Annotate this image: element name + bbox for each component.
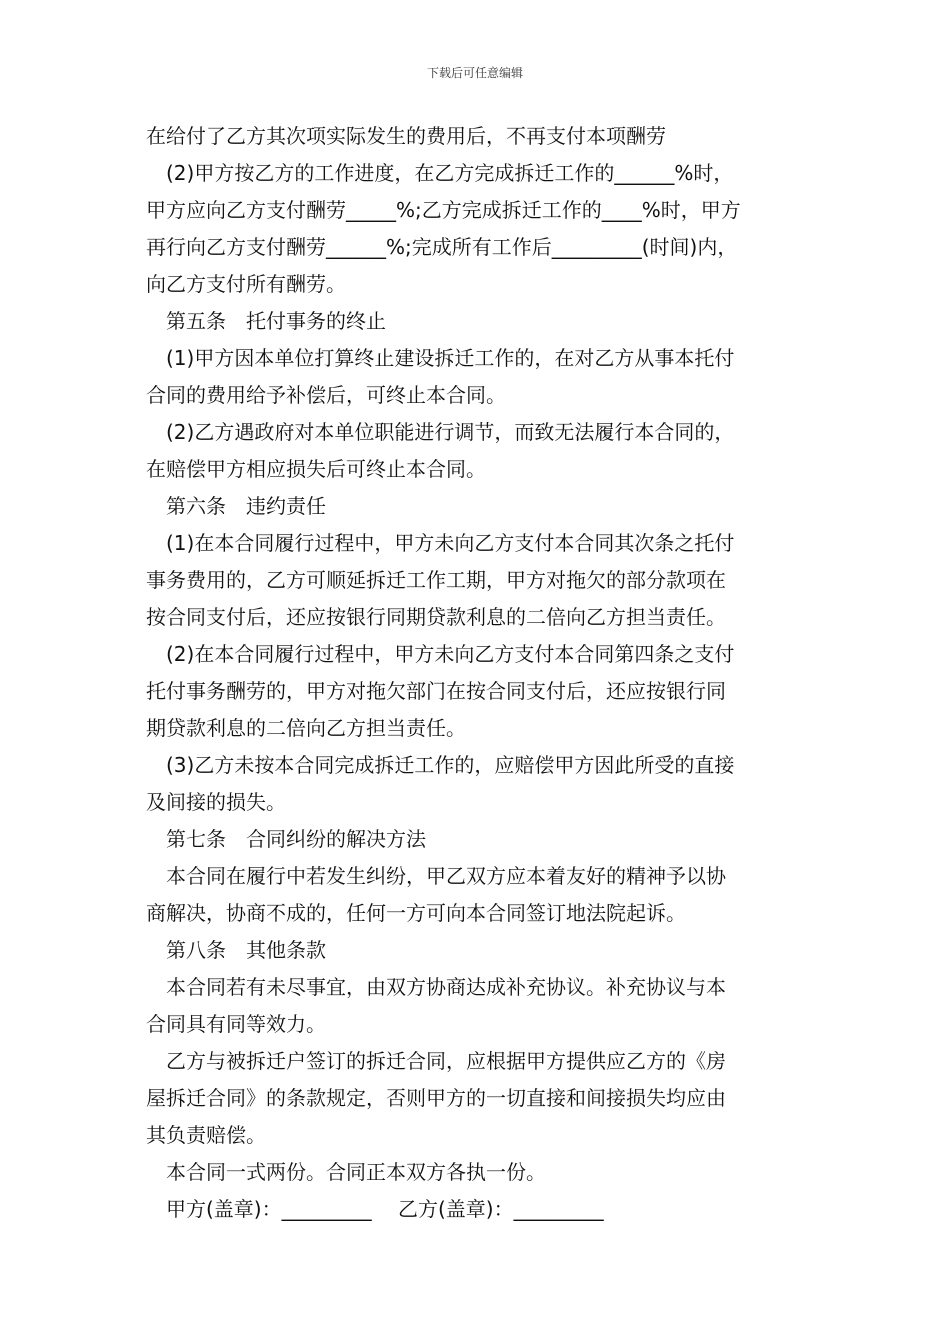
text-line: (2)在本合同履行过程中，甲方未向乙方支付本合同第四条之支付 (166, 642, 735, 666)
text-line: 按合同支付后，还应按银行同期贷款利息的二倍向乙方担当责任。 (146, 605, 726, 629)
text-line: 商解决，协商不成的，任何一方可向本合同签订地法院起诉。 (146, 901, 686, 925)
text-line: 期贷款利息的二倍向乙方担当责任。 (146, 716, 466, 740)
text-line: 屋拆迁合同》的条款规定，否则甲方的一切直接和间接损失均应由 (146, 1086, 726, 1110)
page-header: 下载后可任意编辑 (426, 66, 523, 80)
text-line: 甲方应向乙方支付酬劳_____%;乙方完成拆迁工作的____%时，甲方 (146, 198, 741, 222)
text-line: 本合同一式两份。合同正本双方各执一份。 (166, 1160, 546, 1184)
text-line: 其负责赔偿。 (146, 1123, 266, 1147)
text-line: 本合同若有未尽事宜，由双方协商达成补充协议。补充协议与本 (166, 975, 726, 999)
text-line: 本合同在履行中若发生纠纷，甲乙双方应本着友好的精神予以协 (166, 864, 726, 888)
text-line: 在赔偿甲方相应损失后可终止本合同。 (146, 457, 486, 481)
text-line: (1)在本合同履行过程中，甲方未向乙方支付本合同其次条之托付 (166, 531, 735, 555)
text-line: (2)乙方遇政府对本单位职能进行调节，而致无法履行本合同的， (166, 420, 735, 444)
text-line: 第六条 违约责任 (166, 494, 326, 518)
text-line: 第五条 托付事务的终止 (166, 309, 386, 333)
text-line: 乙方与被拆迁户签订的拆迁合同，应根据甲方提供应乙方的《房 (166, 1049, 726, 1073)
text-line: 甲方(盖章)：_________ 乙方(盖章)：_________ (166, 1197, 604, 1221)
text-line: 合同的费用给予补偿后，可终止本合同。 (146, 383, 506, 407)
text-line: 及间接的损失。 (146, 790, 286, 814)
text-line: 事务费用的，乙方可顺延拆迁工作工期，甲方对拖欠的部分款项在 (146, 568, 726, 592)
text-line: 在给付了乙方其次项实际发生的费用后，不再支付本项酬劳 (146, 124, 666, 148)
text-line: 第七条 合同纠纷的解决方法 (166, 827, 426, 851)
text-line: (2)甲方按乙方的工作进度，在乙方完成拆迁工作的______%时， (166, 161, 734, 185)
text-line: 再行向乙方支付酬劳______%;完成所有工作后_________(时间)内， (146, 235, 738, 259)
text-line: (3)乙方未按本合同完成拆迁工作的，应赔偿甲方因此所受的直接 (166, 753, 735, 777)
text-line: 托付事务酬劳的，甲方对拖欠部门在按合同支付后，还应按银行同 (146, 679, 726, 703)
text-line: 合同具有同等效力。 (146, 1012, 326, 1036)
document-body (146, 118, 808, 1228)
text-line: 第八条 其他条款 (166, 938, 326, 962)
text-line: 向乙方支付所有酬劳。 (146, 272, 346, 296)
text-line: (1)甲方因本单位打算终止建设拆迁工作的，在对乙方从事本托付 (166, 346, 735, 370)
